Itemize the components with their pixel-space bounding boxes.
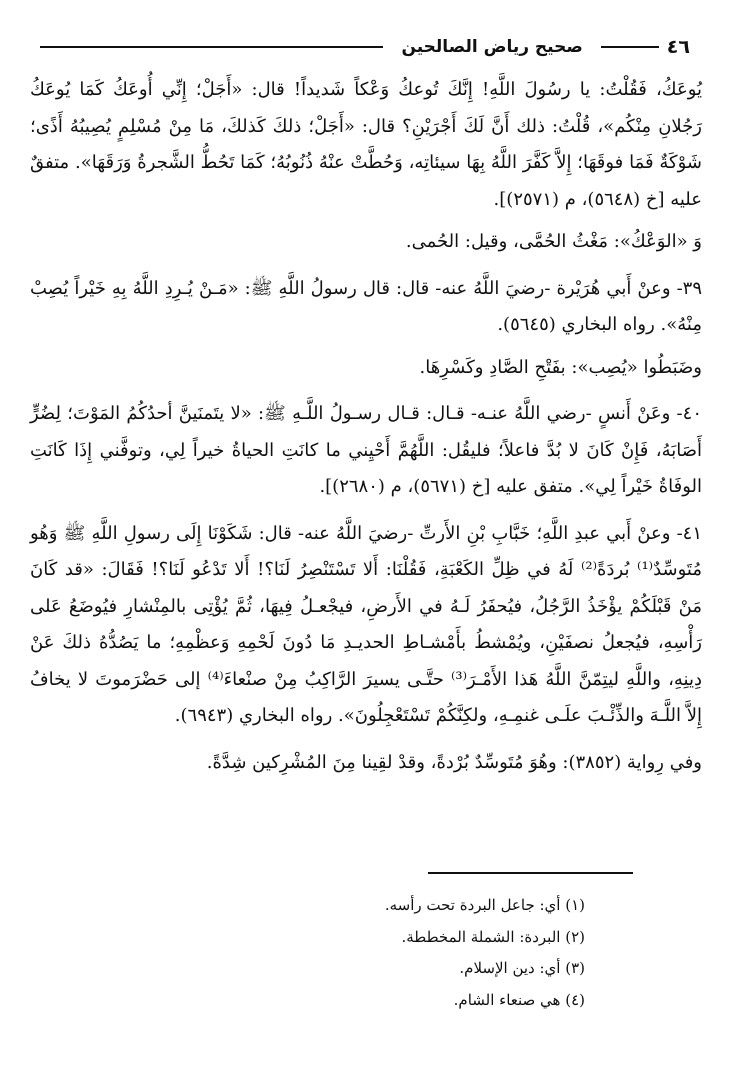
header-rule-right bbox=[601, 46, 659, 48]
paragraph-hadith-40: ٤٠- وعَنْ أَنسٍ -رضي اللَّهُ عنـه- قـال: قـال رسـولُ اللَّـهِ ﷺ: «لا يتَمنَينَّ أحدُكُمُ المَوْتَ؛ لِضُرٍّ أَصَابَهُ، فَإِنْ كَانَ لا بُدَّ فاعلاً؛ فليقُل: اللَّهُمَّ أَحْيِني ما كانَتِ الحياةُ خيراً لِي، وتوفَّني إِذَا كَانَتِ الوفَاةُ خَيْراً لِي». متفق عليه [خ (٥٦٧١)، م (٢٦٨٠)]. bbox=[30, 403, 702, 497]
paragraph-hadith-38-end: يُوعَكُ، فَقُلْتُ: يا رسُولَ اللَّهِ! إِنَّكَ تُوعكُ وَعْكاً شَديداً! قال: «أَجَلْ؛ إِنِّي أُوعَكُ كَمَا يُوعَكُ رَجُلانِ مِنْكُم»، قُلْتُ: ذلك أَنَّ لَكَ أَجْرَيْنِ؟ قال: «أَجَلْ؛ ذلكَ كَذلكَ، مَا مِنْ مُسْلِمٍ يُصِيبُهُ أَذًى؛ شَوْكَةٌ فَمَا فوقَهَا؛ إِلاَّ كَفَّرَ اللَّهُ بِهَا سيئاتِه، وَحُطَّتْ عنْهُ ذُنُوبُهُ؛ كَمَا تَحُطُّ الشَّجرةُ وَرَقَهَا». متفقٌ عليه [خ (٥٦٤٨)، م (٢٥٧١)]. bbox=[30, 79, 702, 210]
paragraph-hadith-39: ٣٩- وعنْ أَبي هُرَيْرة -رضيَ اللَّهُ عنه- قال: قال رسولُ اللَّهِ ﷺ: «مَـنْ يُـرِدِ اللَّهُ بِهِ خَيْراً يُصِبْ مِنْهُ». رواه البخاري (٥٦٤٥). bbox=[30, 277, 702, 335]
paragraph-hadith-41: ٤١- وعنْ أَبي عبدِ اللَّهِ؛ خَبَّابِ بْنِ الأَرتِّ -رضيَ اللَّهُ عنه- قال: شَكَوْنَا إِلَى رسولِ اللَّهِ ﷺ وَهُو مُتَوسِّدٌ⁽¹⁾ بُردَةً⁽²⁾ لَهُ في ظِلِّ الكَعْبَةِ، فَقُلْنَا: أَلا تَسْتَنْصِرُ لَنَا؟! أَلا تَدْعُو لَنَا؟! فَقَالَ: «قد كَانَ مَنْ قَبْلَكُمْ يؤْخَذُ الرَّجُلُ، فيُحفَرُ لَـهُ في الأَرضِ، فيجْعـلُ فِيهَا، ثُمَّ يُؤْتِى بالمِنْشارِ فيُوضَعُ عَلى رَأْسِهِ، فيُجعلُ نصفَيْنِ، ويُمْشطُ بأَمْشـاطِ الحديـدِ مَا دُونَ لَحْمِهِ وَعظْمِهِ؛ ما يَصُدُّهُ ذلكَ عَنْ دِينِهِ، واللَّهِ ليتِمّنَّ اللَّهُ هَذا الأَمْـرَ⁽³⁾ حتَّـى يسيرَ الرَّاكِبُ مِنْ صنْعاءَ⁽⁴⁾ إلى حَضْرَموتَ لا يخافُ إِلاَّ اللَّـهَ والذِّئْـبَ علَـى غنمِـهِ، ولكِنَّكُمْ تَسْتَعْجِلُونَ». رواه البخاري (٦٩٤٣). bbox=[30, 522, 703, 726]
page-number: ٤٦ bbox=[666, 36, 690, 58]
footnote-3: (٣) أي: دين الإسلام. bbox=[459, 959, 585, 977]
footnote-4: (٤) هي صنعاء الشام. bbox=[453, 990, 585, 1009]
paragraph-definition-waak: وَ «الوَعْكُ»: مَغْثُ الحُمَّى، وقيل: الحُمى. bbox=[405, 231, 702, 252]
paragraph-narration-variant: وفي رِواية (٣٨٥٢): وهُوَ مُتَوسِّدٌ بُرْدةً، وقدْ لقِينا مِنَ المُشْرِكين شِدَّةً. bbox=[206, 751, 702, 773]
page-body bbox=[30, 72, 702, 781]
footnotes bbox=[225, 890, 585, 1016]
footnote-1: (١) أي: جاعل البردة تحت رأسه. bbox=[384, 896, 585, 914]
paragraph-vocalization-note: وضَبَطُوا «يُصِب»: بفَتْحِ الصَّادِ وكَسْرِهَا. bbox=[419, 356, 702, 378]
page-header bbox=[40, 30, 690, 64]
header-rule-left bbox=[40, 46, 383, 48]
footnote-2: (٢) البردة: الشملة المخططة. bbox=[401, 927, 585, 946]
footnote-separator bbox=[428, 872, 633, 874]
book-title: صحيح رياض الصالحين bbox=[401, 37, 583, 57]
